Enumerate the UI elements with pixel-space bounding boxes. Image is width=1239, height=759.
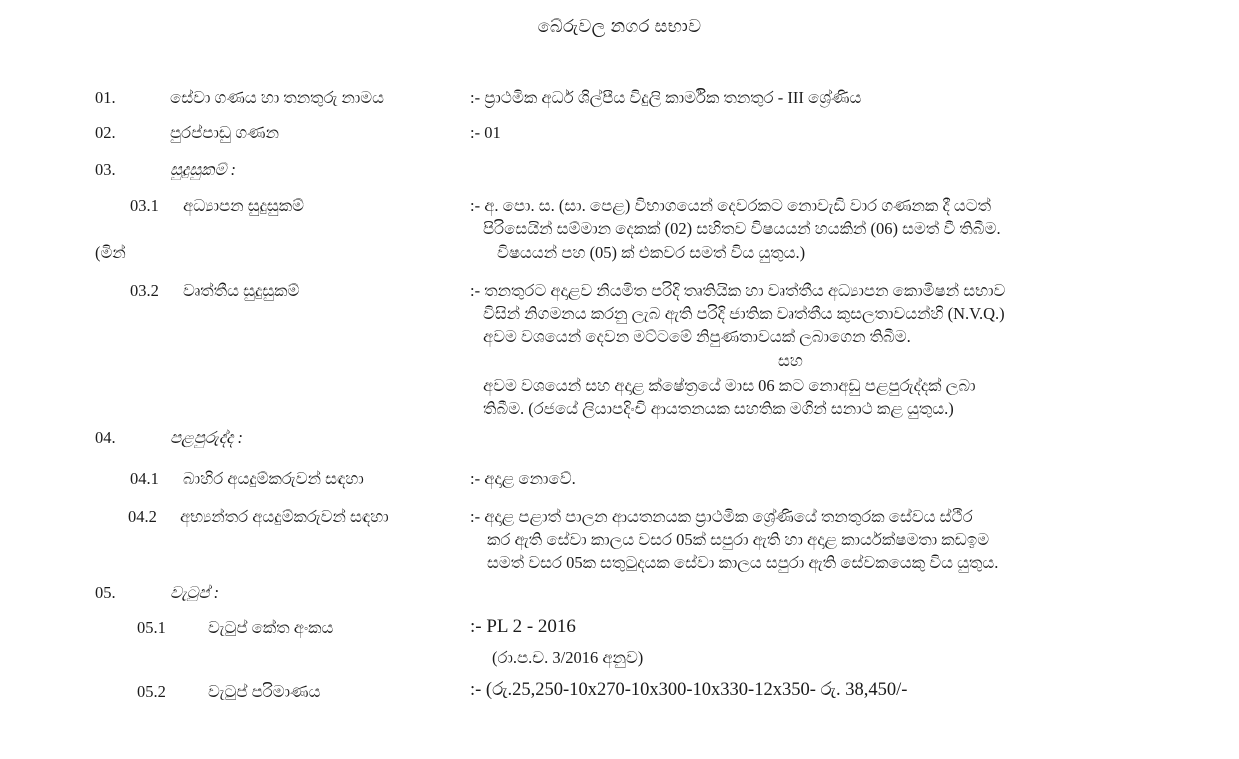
item-04-2-value-line-1: :- අදාළ පළාත් පාලන ආයතනයක ප්‍රාථමික ශ්‍රේණියේ තනතුරක සේවය ස්ථීර bbox=[470, 507, 973, 526]
item-03-1-value-line-1: :- අ. පො. ස. (සා. පෙළ) විභාගයෙන් දෙවරකට නොවැඩි වාර ගණනක දී යටත් bbox=[470, 196, 992, 215]
item-04-label: පළපුරුද්ද : bbox=[170, 428, 243, 447]
item-04-1-value: :- අදාළ නොවේ. bbox=[470, 469, 576, 488]
item-03-2-label: වෘත්තීය සුදුසුකම් bbox=[183, 281, 300, 300]
item-03-2-number: 03.2 bbox=[130, 281, 159, 300]
item-03-1-label: අධ්‍යාපන සුදුසුකම් bbox=[183, 196, 305, 215]
item-03-2-value-line-1: :- තනතුරට අදාළව නියමිත පරිදි තෘතියික හා වෘත්තීය අධ්‍යාපන කොමිෂන් සභාව bbox=[470, 281, 1006, 300]
item-03-2-value-line-3: අවම වශයෙන් දෙවන මට්ටමේ නිපුණතාවයක් ලබාගෙන තිබීම. bbox=[483, 327, 911, 346]
item-05-2-label: වැටුප් පරිමාණය bbox=[208, 682, 321, 701]
item-04-2-label: අභ්‍යන්තර අයදුම්කරුවන් සඳහා bbox=[180, 507, 389, 526]
item-03-number: 03. bbox=[95, 160, 116, 179]
item-05-1-label: වැටුප් කේත අංකය bbox=[208, 618, 334, 637]
item-01-number: 01. bbox=[95, 88, 116, 107]
item-03-2-connector: සහ bbox=[778, 351, 803, 370]
item-04-1-number: 04.1 bbox=[130, 469, 159, 488]
item-04-2-value-line-3: සමත් වසර 05ක සතුටුදයක සේවා කාලය සපුරා ඇති සේවකයෙකු විය යුතුය. bbox=[487, 553, 999, 572]
item-02-number: 02. bbox=[95, 123, 116, 142]
item-05-1-note: (රා.ප.ච. 3/2016 අනුව) bbox=[492, 648, 644, 667]
item-05-label: වැටුප් : bbox=[170, 583, 220, 602]
item-05-1-value: :- PL 2 - 2016 bbox=[470, 616, 576, 637]
item-03-1-value-line-3: විෂයයන් පහ (05) ක් එකවර සමත් විය යුතුය.) bbox=[497, 243, 806, 262]
item-03-2-value-line-2: විසින් නිගමනය කරනු ලැබ ඇති පරිදි ජාතික වෘත්තීය කුසලතාවයන්හි (N.V.Q.) bbox=[483, 304, 1005, 323]
item-03-2-value2-line-2: තිබීම. (රජයේ ලියාපදිංචි ආයතනයක සහතික මගින් සනාථ කළ යුතුය.) bbox=[483, 399, 954, 418]
item-05-1-number: 05.1 bbox=[137, 618, 166, 637]
item-05-2-number: 05.2 bbox=[137, 682, 166, 701]
item-04-1-label: බාහිර අයදුම්කරුවන් සඳහා bbox=[183, 469, 364, 488]
item-04-number: 04. bbox=[95, 428, 116, 447]
item-02-value: :- 01 bbox=[470, 123, 501, 142]
page-title: බේරුවල නගර සභාව bbox=[537, 16, 702, 36]
item-05-number: 05. bbox=[95, 583, 116, 602]
item-01-label: සේවා ගණය හා තනතුරු නාමය bbox=[170, 88, 385, 107]
item-01-value: :- ප්‍රාථමික අර්ධ ශිල්පීය විදුලි කාර්මික තනතුර - III ශ්‍රේණිය bbox=[470, 88, 862, 107]
item-04-2-value-line-2: කර ඇති සේවා කාලය වසර 05ක් සපුරා ඇති හා අදාළ කාර්යක්ෂමතා කඩඉම bbox=[487, 530, 990, 549]
item-03-1-margin-note: (මින් bbox=[95, 243, 126, 262]
item-03-label: සුදුසුකම් : bbox=[170, 160, 236, 179]
item-03-1-number: 03.1 bbox=[130, 196, 159, 215]
item-04-2-number: 04.2 bbox=[128, 507, 157, 526]
item-05-2-value: :- (රු.25,250-10x270-10x300-10x330-12x350- රු. 38,450/- bbox=[470, 680, 908, 700]
item-03-2-value2-line-1: අවම වශයෙන් සහ අදාළ ක්ෂේත්‍රයේ මාස 06 කට නොඅඩු පළපුරුද්දක් ලබා bbox=[483, 376, 976, 395]
item-03-1-value-line-2: පිරිසෙයින් සම්මාන දෙකක් (02) සහිතව විෂයයන් හයකින් (06) සමත් වී තිබීම. bbox=[483, 219, 1001, 238]
item-02-label: පුරප්පාඩු ගණන bbox=[170, 123, 279, 142]
